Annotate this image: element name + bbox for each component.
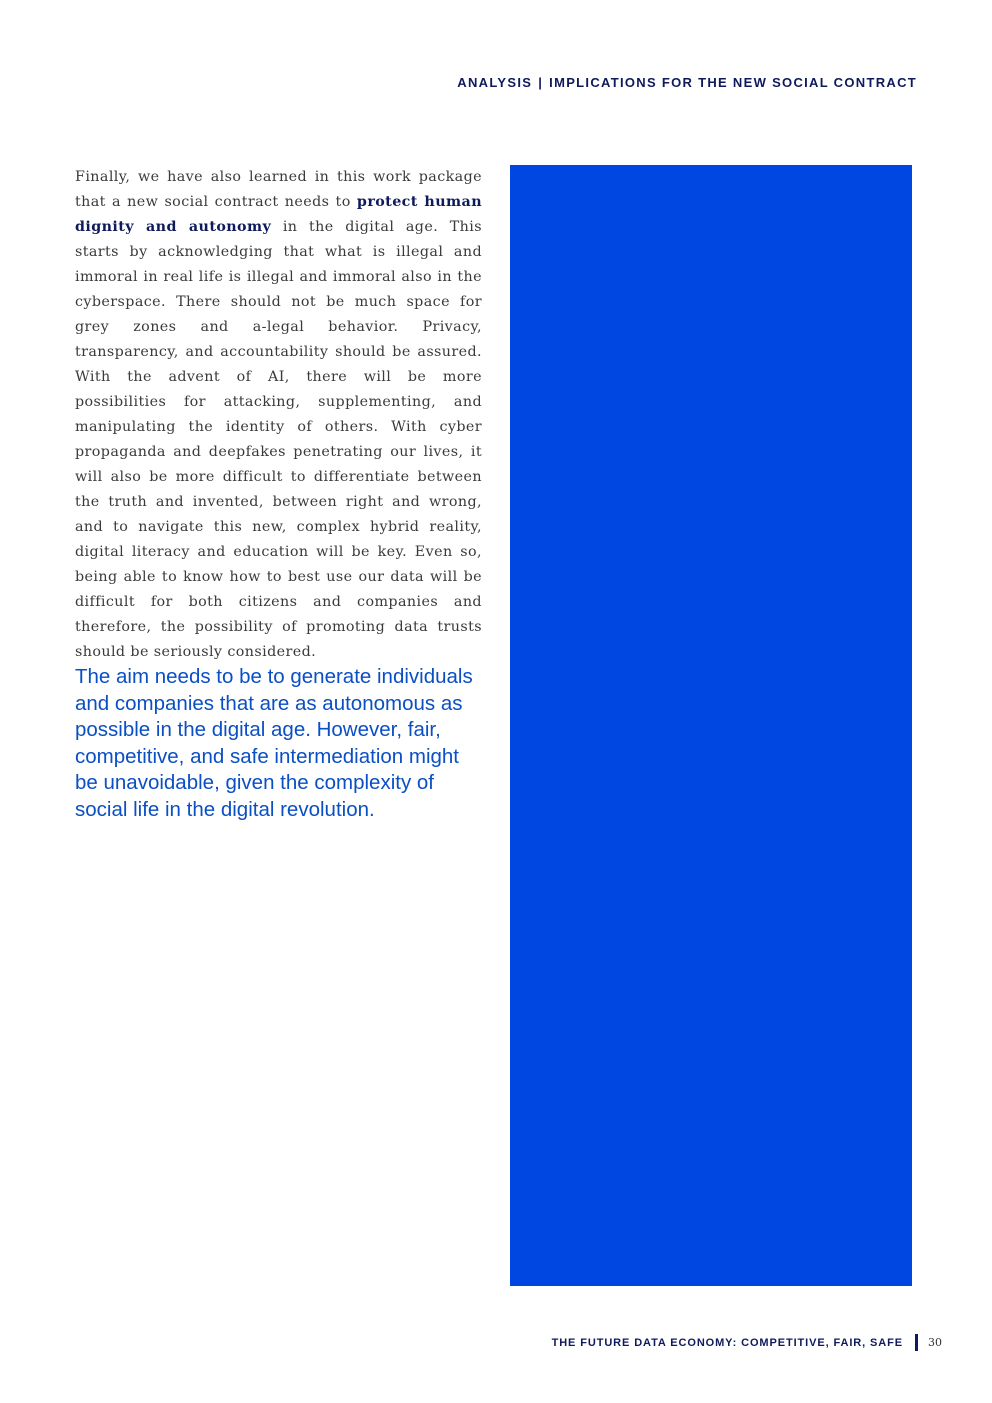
footer-title: THE FUTURE DATA ECONOMY: COMPETITIVE, FAIR, SAFE [551, 1336, 903, 1349]
body-paragraph [75, 165, 482, 665]
pull-quote: The aim needs to be to generate individuals and companies that are as autonomous as possible in the digital age. However, fair, competitive, and safe intermediation might be unavoidable, given the complexity of social life in the digital revolution. [75, 665, 473, 821]
footer-divider [915, 1334, 918, 1351]
header-separator: | [538, 75, 544, 90]
header-title: IMPLICATIONS FOR THE NEW SOCIAL CONTRACT [549, 75, 917, 90]
page-number: 30 [928, 1336, 942, 1349]
body-emphasis: protect human dignity and autonomy [75, 194, 483, 235]
page-footer [552, 1334, 942, 1351]
body-text-after: in the digital age. This starts by acknowledging that what is illegal and immoral in real life is illegal and immoral also in the cyberspace. There should not be much space for grey zones and a-legal behavior. Privacy, transparency, and accountability should be assured. With the advent of AI, there will be more possibilities for attacking, supplementing, and manipulating the identity of others. With cyber propaganda and deepfakes penetrating our lives, it will also be more difficult to differentiate between the truth and invented, between right and wrong, and to navigate this new, complex hybrid reality, digital literacy and education will be key. Even so, being able to know how to best use our data will be difficult for both citizens and companies and therefore, the possibility of promoting data trusts should be seriously considered. [75, 219, 483, 660]
running-header [457, 75, 917, 90]
header-section: ANALYSIS [457, 75, 533, 90]
accent-color-block [510, 165, 912, 1286]
body-text-before: Finally, we have also learned in this work package that a new social contract needs to [75, 169, 482, 210]
